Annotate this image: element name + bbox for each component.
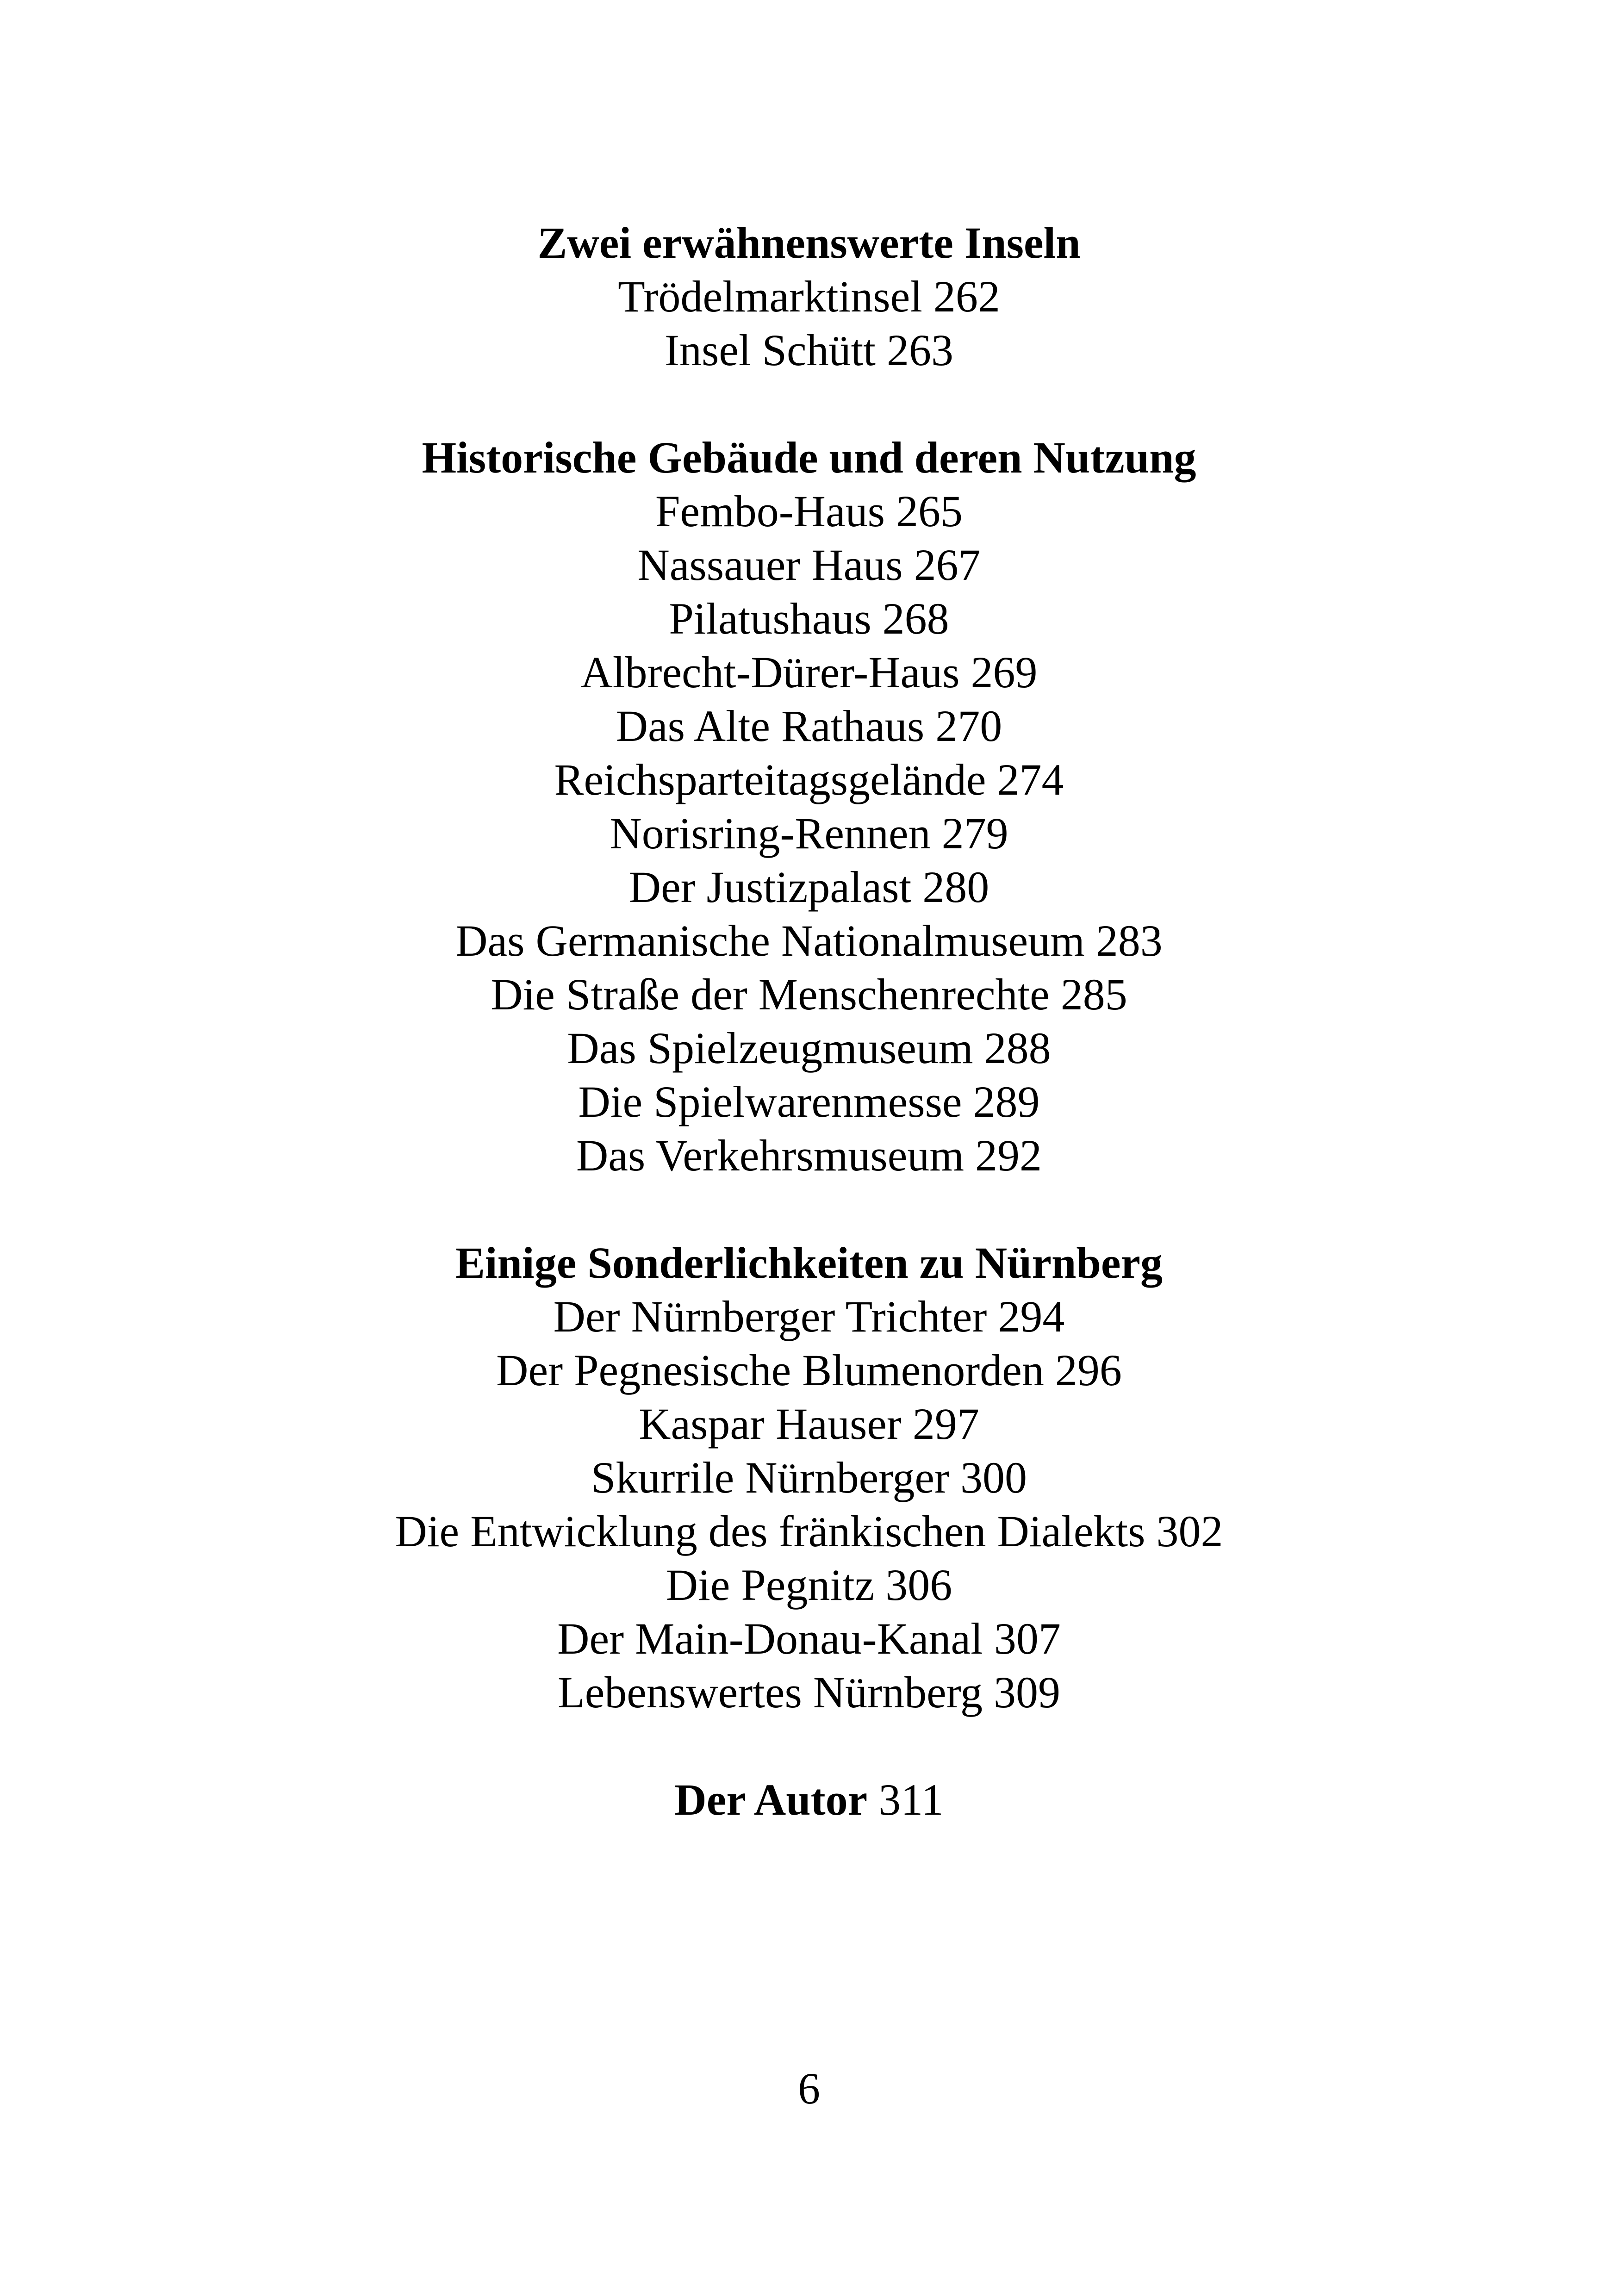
page-number: 6: [798, 2064, 820, 2113]
toc-entry: Das Spielzeugmuseum 288: [567, 1023, 1051, 1073]
table-of-contents: [0, 216, 1618, 1827]
toc-entry: Die Entwicklung des fränkischen Dialekts 302: [395, 1506, 1223, 1556]
section-heading: Einige Sonderlichkeiten zu Nürnberg: [455, 1238, 1163, 1288]
toc-entry: Die Spielwarenmesse 289: [578, 1077, 1040, 1126]
toc-entry: Die Straße der Menschenrechte 285: [491, 970, 1127, 1019]
toc-entry: Skurrile Nürnberger 300: [591, 1453, 1027, 1502]
toc-entry: Das Verkehrsmuseum 292: [576, 1131, 1042, 1180]
toc-entry: Der Nürnberger Trichter 294: [553, 1292, 1065, 1341]
toc-entry: Das Alte Rathaus 270: [616, 701, 1002, 751]
toc-entry: Die Pegnitz 306: [666, 1560, 952, 1610]
toc-entry: Der Main-Donau-Kanal 307: [557, 1614, 1061, 1663]
toc-entry: Pilatushaus 268: [669, 594, 949, 643]
toc-entry: Norisring-Rennen 279: [610, 809, 1008, 858]
toc-entry: Kaspar Hauser 297: [639, 1399, 979, 1449]
toc-entry: Nassauer Haus 267: [637, 540, 981, 590]
author-page: 311: [878, 1775, 944, 1824]
toc-entry: Albrecht-Dürer-Haus 269: [580, 647, 1038, 697]
section-heading: Zwei erwähnenswerte Inseln: [537, 218, 1081, 268]
toc-section-islands: [0, 216, 1618, 377]
toc-entry: Reichsparteitagsgelände 274: [554, 755, 1064, 804]
section-heading: Historische Gebäude und deren Nutzung: [422, 433, 1196, 482]
toc-entry: Der Justizpalast 280: [629, 862, 989, 912]
author-label: Der Autor: [674, 1775, 868, 1824]
toc-entry: Insel Schütt 263: [665, 325, 953, 375]
toc-section-historic-buildings: [0, 431, 1618, 1182]
toc-entry: Fembo-Haus 265: [655, 486, 963, 536]
toc-entry: Das Germanische Nationalmuseum 283: [455, 916, 1163, 965]
toc-section-peculiarities: [0, 1236, 1618, 1719]
toc-author-entry: [0, 1773, 1618, 1827]
toc-entry: Der Pegnesische Blumenorden 296: [496, 1345, 1122, 1395]
toc-entry: Lebenswertes Nürnberg 309: [558, 1668, 1060, 1717]
toc-entry: Trödelmarktinsel 262: [618, 272, 1000, 321]
